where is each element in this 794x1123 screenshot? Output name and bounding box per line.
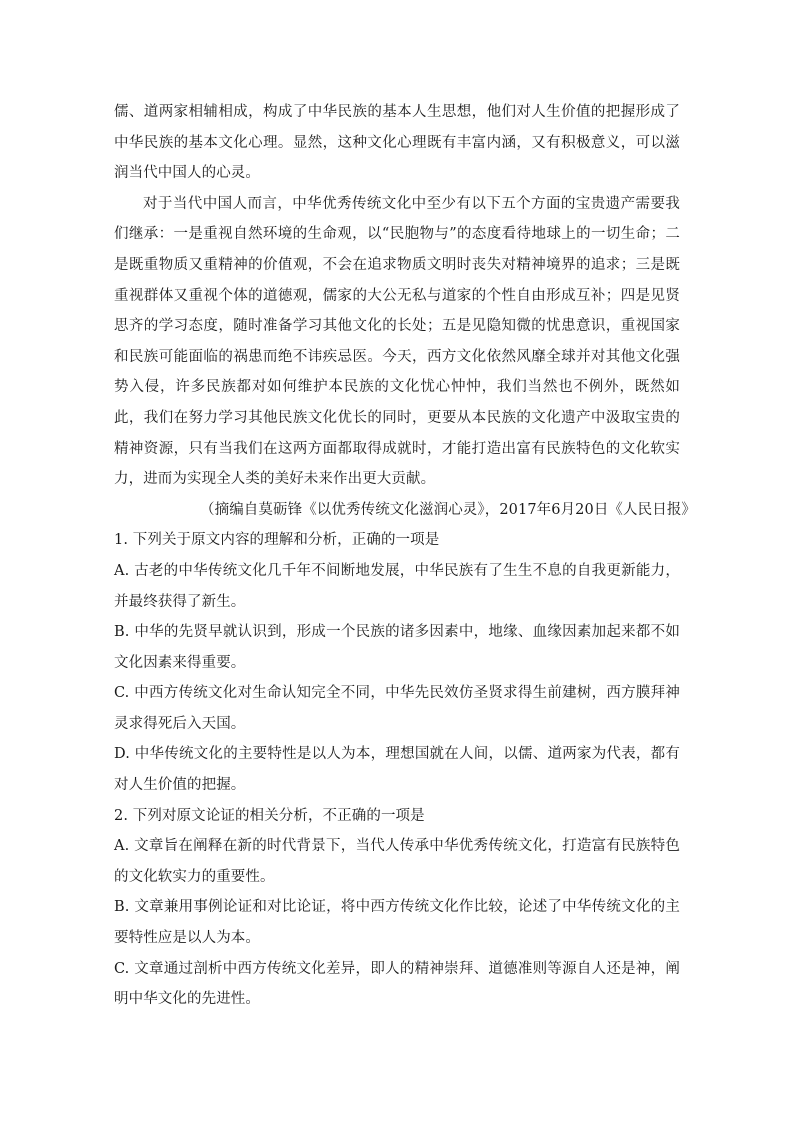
document-page	[114, 97, 697, 1015]
question-1	[114, 525, 680, 800]
question-2-option-c: C. 文章通过剖析中西方传统文化差异，即人的精神崇拜、道德准则等源自人还是神，阐明中华文化的先进性。	[114, 960, 680, 1008]
question-2	[114, 801, 680, 1015]
article-paragraph-2: 对于当代中国人而言，中华优秀传统文化中至少有以下五个方面的宝贵遗产需要我们继承：一是重视自然环境的生命观，以“民胞物与”的态度看待地球上的一切生命；二是既重物质又重精神的价值观，不会在追求物质文明时丧失对精神境界的追求；三是既重视群体又重视个体的道德观，儒家的大公无私与道家的个性自由形成互补；四是见贤思齐的学习态度，随时准备学习其他文化的长处；五是见隐知微的忧患意识，重视国家和民族可能面临的祸患而绝不讳疾忌医。今天，西方文化依然风靡全球并对其他文化强势入侵，许多民族都对如何维护本民族的文化忧心忡忡，我们当然也不例外，既然如此，我们在努力学习其他民族文化优长的同时，更要从本民族的文化遗产中汲取宝贵的精神资源，只有当我们在这两方面都取得成就时，才能打造出富有民族特色的文化软实力，进而为实现全人类的美好未来作出更大贡献。	[114, 195, 680, 488]
question-1-option-c: C. 中西方传统文化对生命认知完全不同，中华先民效仿圣贤求得生前建树，西方膜拜神灵求得死后入天国。	[114, 685, 680, 732]
question-1-option-d: D. 中华传统文化的主要特性是以人为本，理想国就在人间，以儒、道两家为代表，都有对人生价值的把握。	[114, 746, 680, 794]
question-1-stem: 1. 下列关于原文内容的理解和分析，正确的一项是	[114, 532, 440, 549]
article-source-citation: （摘编自莫砺锋《以优秀传统文化滋润心灵》，2017年6月20日《人民日报》	[200, 501, 697, 518]
question-2-option-a: A. 文章旨在阐释在新的时代背景下，当代人传承中华优秀传统文化，打造富有民族特色的文化软实力的重要性。	[114, 838, 680, 885]
question-2-option-b: B. 文章兼用事例论证和对比论证，将中西方传统文化作比较，论述了中华传统文化的主要特性应是以人为本。	[114, 899, 680, 947]
question-1-option-b: B. 中华的先贤早就认识到，形成一个民族的诸多因素中，地缘、血缘因素加起来都不如文化因素来得重要。	[114, 624, 680, 671]
article-paragraph-1: 儒、道两家相辅相成，构成了中华民族的基本人生思想，他们对人生价值的把握形成了中华民族的基本文化心理。显然，这种文化心理既有丰富内涵，又有积极意义，可以滋润当代中国人的心灵。	[114, 104, 680, 182]
question-1-option-a: A. 古老的中华传统文化几千年不间断地发展，中华民族有了生生不息的自我更新能力，并最终获得了新生。	[114, 562, 680, 610]
question-2-stem: 2. 下列对原文论证的相关分析，不正确的一项是	[114, 807, 425, 824]
